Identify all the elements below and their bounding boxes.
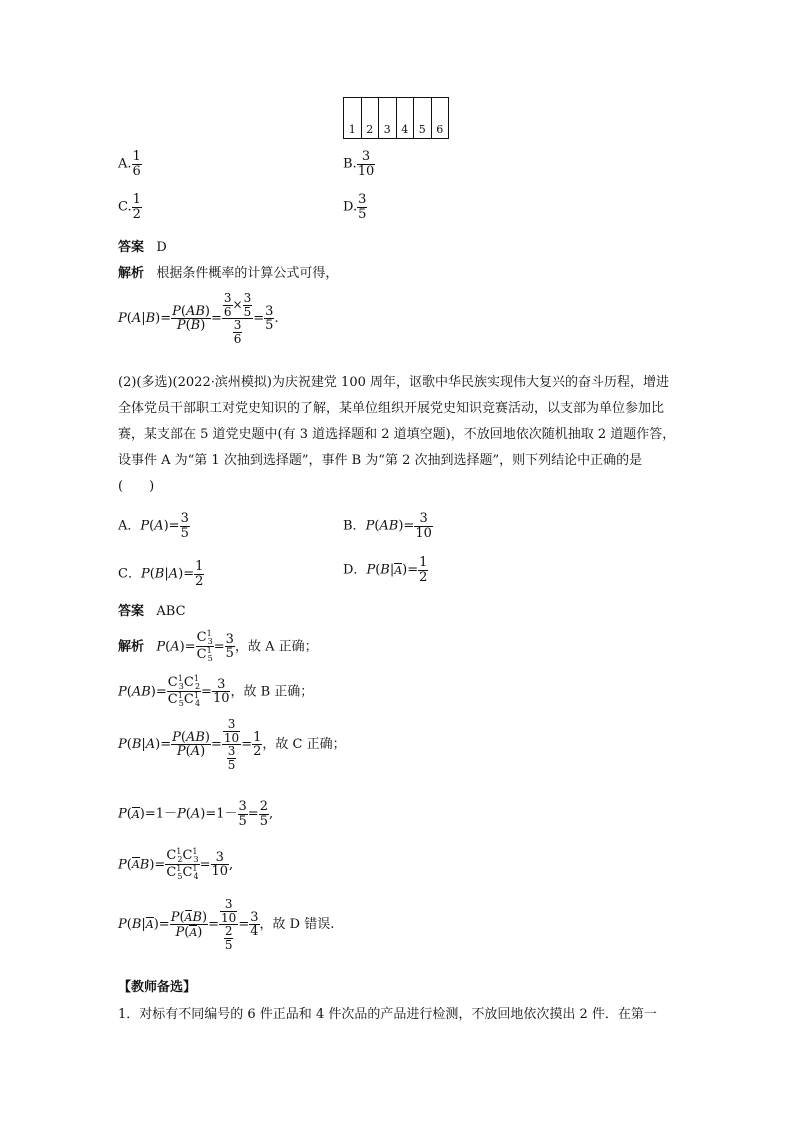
q1-option-d: D. $\frac{3}{5}$ [343, 192, 367, 222]
drawer-number: 6 [436, 123, 444, 136]
teacher-item-1: 1．对标有不同编号的 6 件正品和 4 件次品的产品进行检测，不放回地依次摸出 2 件．在第一 [118, 1007, 657, 1022]
q2-analysis-c: P(B|A)= $\frac{P(AB)}{P(A)}$ = $\frac{\frac{3}{10}}{\frac{3}{5}}$ = $\frac{1}{2}$ ，故 C 正确； [118, 717, 346, 772]
q2-analysis-not-a-b: P(AB)= $\frac{C^1_2C^1_3}{C^1_5C^1_4}$ = $\frac{3}{10}$ , [118, 847, 234, 882]
drawer-number: 5 [418, 123, 426, 136]
teacher-label: 【教师备选】 [118, 980, 197, 995]
drawer-number: 3 [383, 123, 391, 136]
q1-option-a: A. $\frac{1}{6}$ [118, 149, 141, 179]
q1-answer: 答案 D [118, 240, 167, 255]
drawer-cell [344, 98, 362, 138]
drawer-cell [379, 98, 397, 138]
q2-option-a: A．P(A)= $\frac{3}{5}$ [118, 511, 189, 541]
q2-option-b: B．P(AB)= $\frac{3}{10}$ [343, 511, 432, 541]
q2-option-c: C．P(B|A)= $\frac{1}{2}$ [118, 559, 204, 589]
q2-analysis-not-a: P(A)=1－P(A)=1－ $\frac{3}{5}$ = $\frac{2}{5}$ , [118, 799, 274, 829]
drawer-number: 4 [401, 123, 409, 136]
q2-analysis-a: 解析 P(A)= $\frac{C^1_3}{C^1_5}$ = $\frac{3}{5}$ ，故 A 正确； [118, 629, 318, 664]
drawer-figure [343, 97, 449, 139]
drawer-cell [397, 98, 415, 138]
q1-option-c: C. $\frac{1}{2}$ [118, 192, 141, 222]
q1-option-b: B. $\frac{3}{10}$ [343, 149, 375, 179]
q1-analysis: 解析 根据条件概率的计算公式可得， [118, 266, 339, 281]
drawer-number: 2 [366, 123, 374, 136]
q2-analysis-d: P(B|A)= $\frac{P(AB)}{P(A)}$ = $\frac{\frac{3}{10}}{\frac{2}{5}}$ = $\frac{3}{4}$ ，故 D 错误. [118, 897, 335, 952]
drawer-cell [362, 98, 380, 138]
q2-option-d: D．P(B|A)= $\frac{1}{2}$ [343, 555, 428, 585]
drawer-cell [432, 98, 449, 138]
drawer-number: 1 [348, 123, 356, 136]
q2-question: (2)(多选)(2022·滨州模拟)为庆祝建党 100 周年，讴歌中华民族实现伟大复兴的奋斗历程，增进全体党员干部职工对党史知识的了解，某单位组织开展党史知识竞赛活动，以支部为单位参加比赛，某支部在 5 道党史题中(有 3 道选择题和 2 道填空题)，不放回地依次随机抽取 2 道题作答，设事件 A 为“第 1 次抽到选择题”，事件 B 为“第 2 次抽到选择题”，则下列结论中正确的是( ) [118, 375, 676, 494]
q1-formula: P(A|B)= $\frac{P(AB)}{P(B)}$ = $\frac{3}{6}$ × $\frac{3}{5}$ $\frac{3}{6}$ = $\frac{3}{5}$ . [118, 291, 279, 346]
drawer-cell [414, 98, 432, 138]
q2-answer: 答案 ABC [118, 604, 186, 619]
q2-analysis-b: P(AB)= $\frac{C^1_3C^1_2}{C^1_5C^1_4}$ = $\frac{3}{10}$ ，故 B 正确； [118, 674, 314, 709]
